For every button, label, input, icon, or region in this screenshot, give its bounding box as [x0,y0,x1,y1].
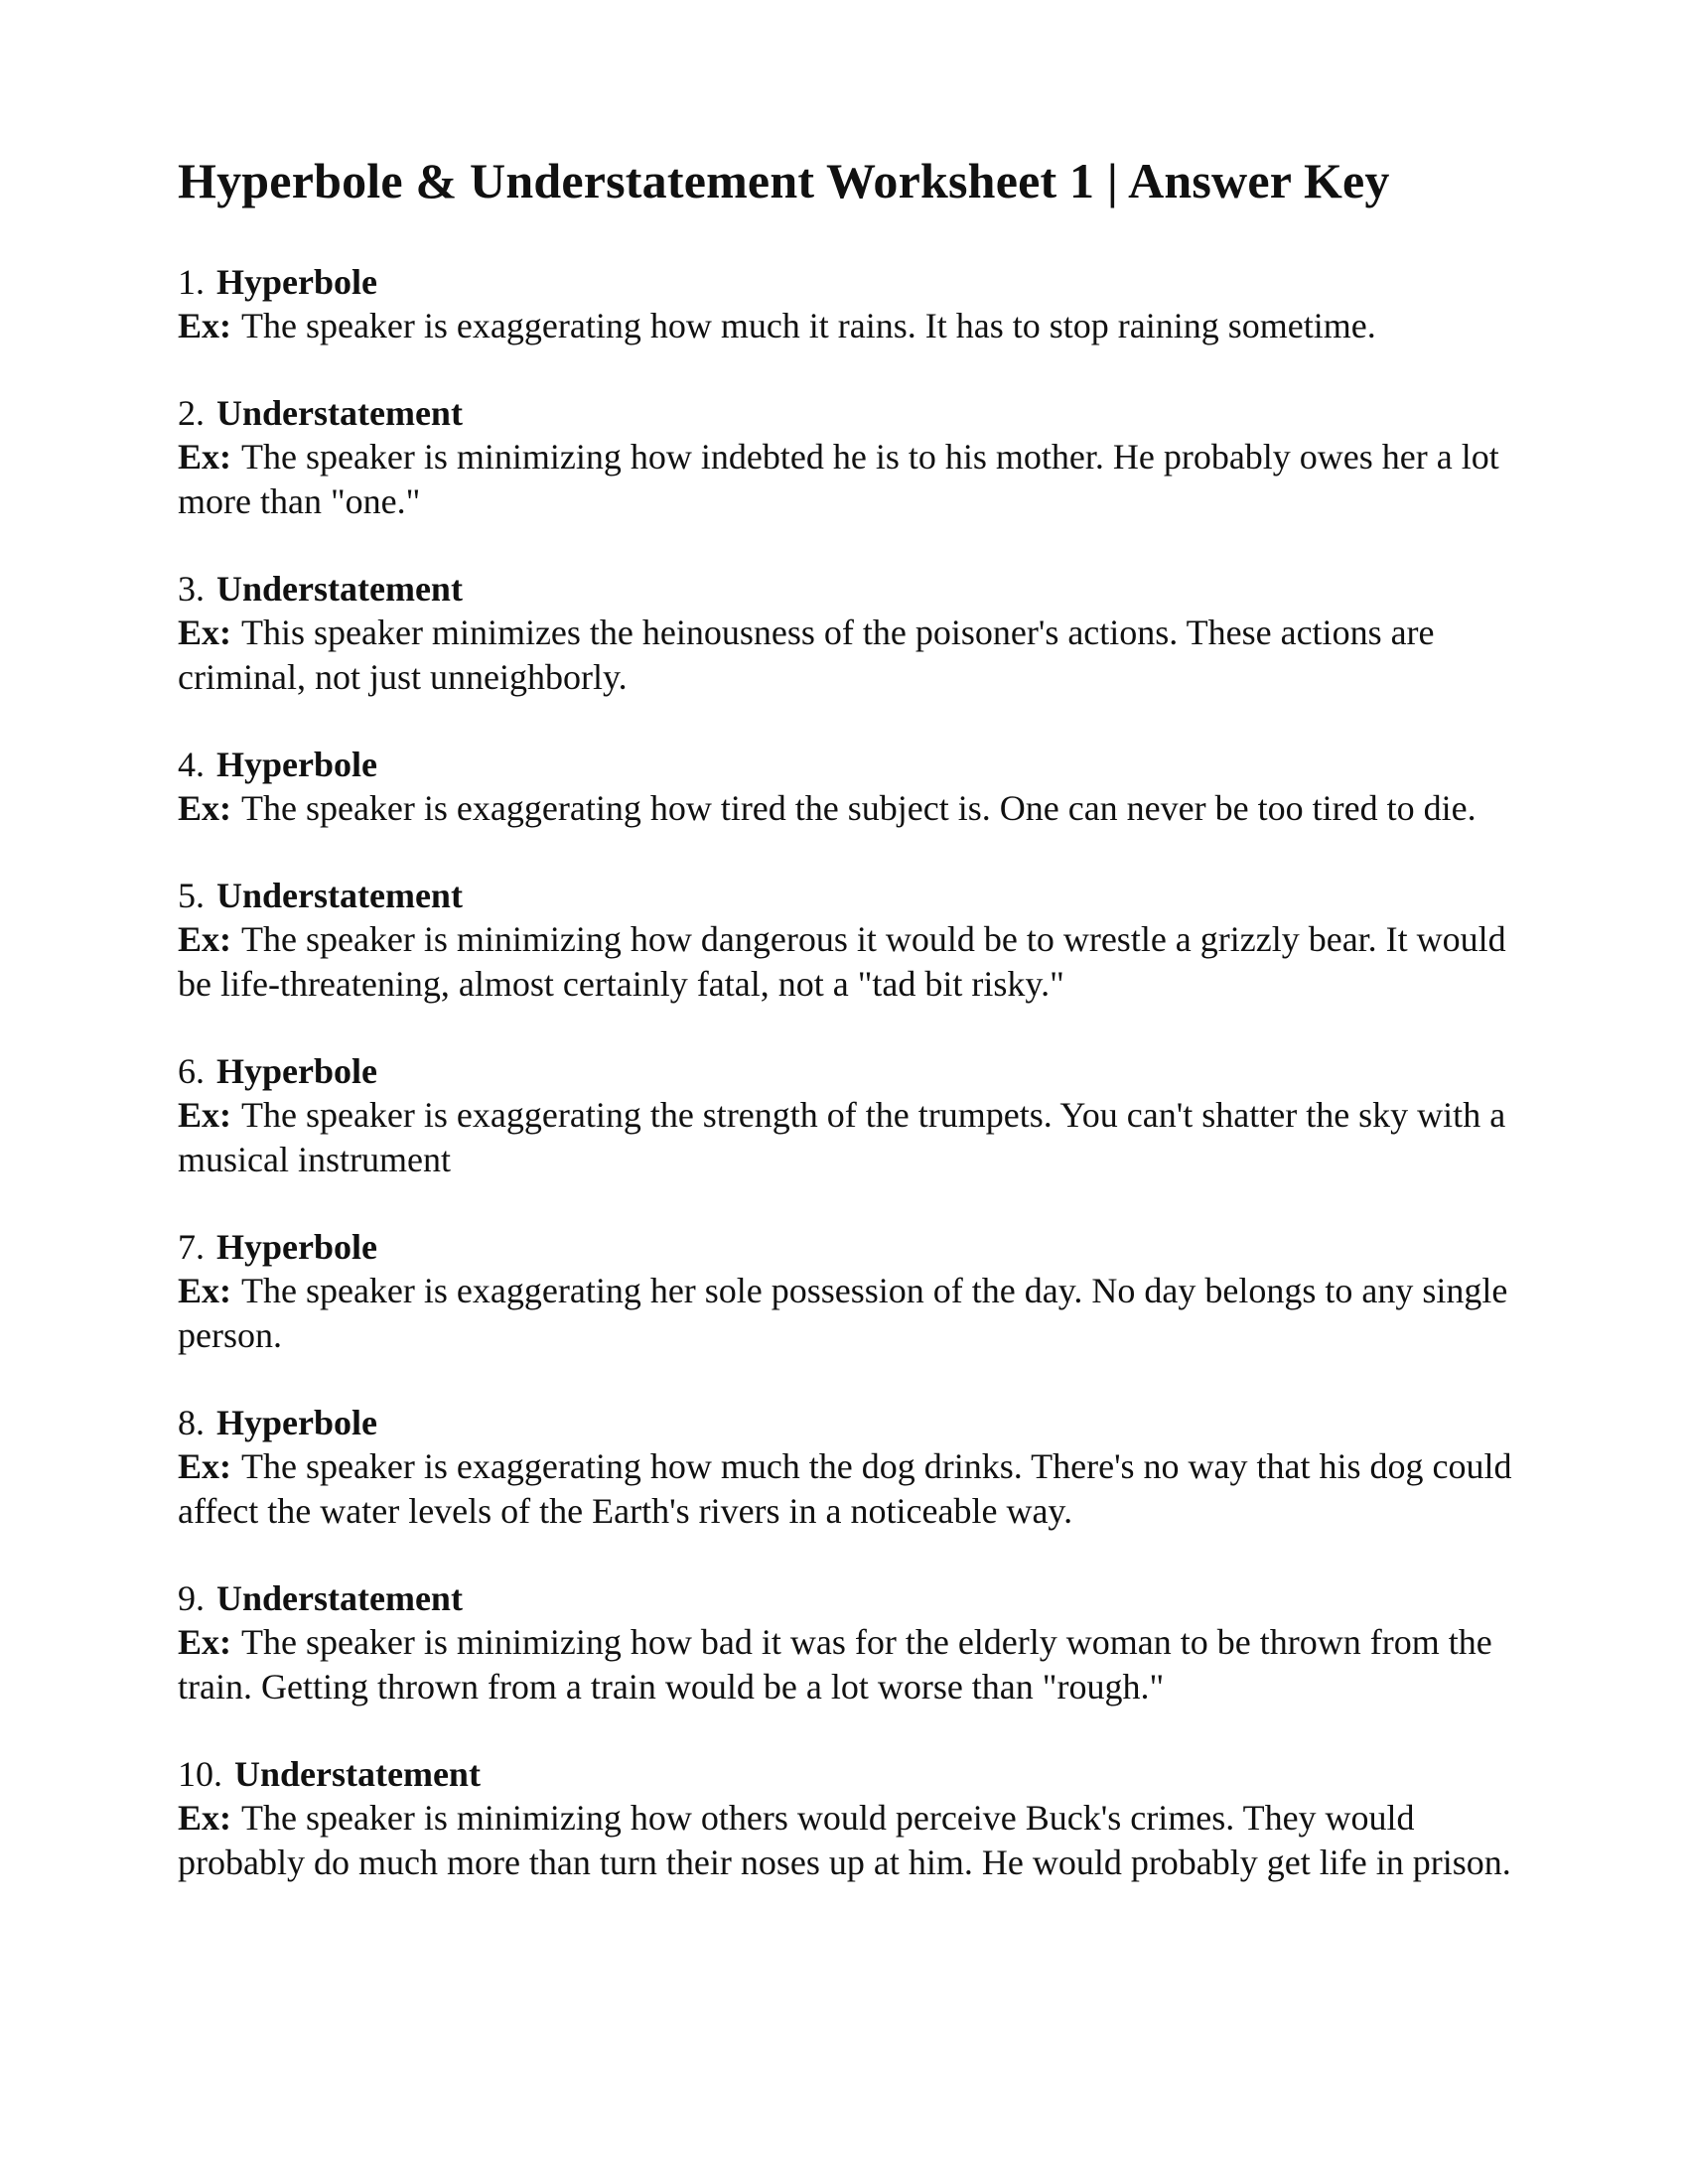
answer-list [178,260,1528,1885]
answer-item-6 [178,1049,1528,1182]
page-title: Hyperbole & Understatement Worksheet 1 | Answer Key [178,153,1390,208]
worksheet-page [178,154,1528,1928]
ex-label: Ex: [178,306,231,345]
answer-explanation: The speaker is exaggerating her sole possession of the day. No day belongs to any single person. [178,1271,1508,1355]
answer-type: Understatement [216,1578,463,1618]
answer-item-3 [178,567,1528,700]
answer-explanation: The speaker is minimizing how dangerous it would be to wrestle a grizzly bear. It would be life-threatening, almost certainly fatal, not a "tad bit risky." [178,919,1506,1004]
answer-type: Hyperbole [216,1227,377,1267]
answer-item-5 [178,874,1528,1007]
answer-number: 3. [178,569,205,609]
answer-explanation: The speaker is exaggerating the strength of the trumpets. You can't shatter the sky with a musical instrument [178,1095,1506,1179]
answer-item-9 [178,1576,1528,1709]
answer-number: 5. [178,876,205,915]
answer-number: 9. [178,1578,205,1618]
answer-item-8 [178,1401,1528,1534]
answer-item-1 [178,260,1528,348]
answer-type: Understatement [216,876,463,915]
answer-number: 7. [178,1227,205,1267]
ex-label: Ex: [178,919,231,959]
answer-explanation: The speaker is exaggerating how tired the subject is. One can never be too tired to die. [241,788,1477,828]
answer-explanation: The speaker is exaggerating how much the dog drinks. There's no way that his dog could affect the water levels of the Earth's rivers in a noticeable way. [178,1446,1512,1531]
ex-label: Ex: [178,1095,231,1135]
answer-item-7 [178,1225,1528,1358]
answer-explanation: This speaker minimizes the heinousness of the poisoner's actions. These actions are criminal, not just unneighborly. [178,613,1435,697]
answer-explanation: The speaker is exaggerating how much it rains. It has to stop raining sometime. [241,306,1376,345]
answer-explanation: The speaker is minimizing how others would perceive Buck's crimes. They would probably do much more than turn their noses up at him. He would probably get life in prison. [178,1798,1511,1882]
answer-number: 1. [178,262,205,302]
answer-number: 2. [178,393,205,433]
answer-number: 10. [178,1754,222,1794]
answer-item-10 [178,1752,1528,1885]
answer-explanation: The speaker is minimizing how bad it was for the elderly woman to be thrown from the train. Getting thrown from a train would be a lot worse than "rough." [178,1622,1492,1706]
answer-type: Understatement [234,1754,481,1794]
answer-item-4 [178,743,1528,831]
ex-label: Ex: [178,788,231,828]
ex-label: Ex: [178,1446,231,1486]
ex-label: Ex: [178,613,231,652]
answer-item-2 [178,391,1528,524]
ex-label: Ex: [178,1271,231,1310]
ex-label: Ex: [178,1798,231,1838]
answer-number: 8. [178,1403,205,1442]
answer-explanation: The speaker is minimizing how indebted he is to his mother. He probably owes her a lot more than "one." [178,437,1499,521]
answer-number: 4. [178,745,205,784]
answer-type: Understatement [216,393,463,433]
ex-label: Ex: [178,1622,231,1662]
answer-type: Understatement [216,569,463,609]
answer-type: Hyperbole [216,745,377,784]
ex-label: Ex: [178,437,231,477]
answer-type: Hyperbole [216,1051,377,1091]
answer-type: Hyperbole [216,262,377,302]
answer-type: Hyperbole [216,1403,377,1442]
answer-number: 6. [178,1051,205,1091]
